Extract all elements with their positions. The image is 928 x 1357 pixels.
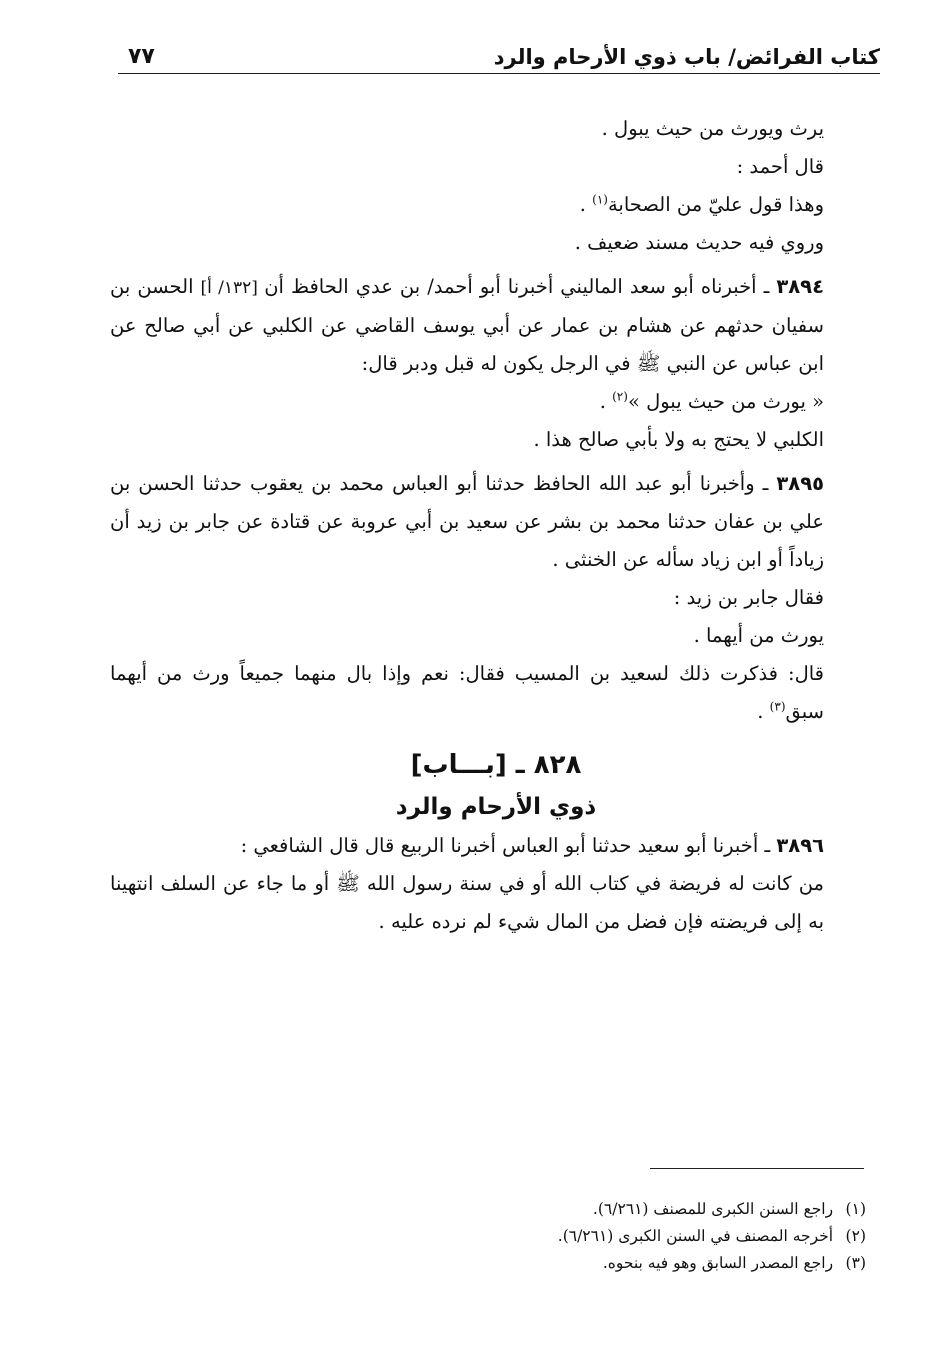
quoted-hadith: « يورث من حيث يبول »$^{(٢)}$ .: [599, 389, 824, 413]
footnote-divider: [650, 1168, 864, 1169]
footnote-text: أخرجه المصنف في السنن الكبرى (٦/٢٦١).: [557, 1227, 834, 1245]
footnote-text: راجع المصدر السابق وهو فيه بنحوه.: [602, 1254, 834, 1272]
running-title: كتاب الفرائض/ باب ذوي الأرحام والرد: [493, 45, 880, 69]
footnotes: [200, 1196, 866, 1277]
chapter-subtitle: ذوي الأرحام والرد: [395, 794, 597, 820]
footnote-number: (١): [845, 1200, 866, 1218]
report-3896: ٣٨٩٦ ـ أخبرنا أبو سعيد حدثنا أبو العباس أخبرنا الربيع قال قال الشافعي :: [240, 834, 824, 857]
footnote-ref: (١): [592, 192, 608, 207]
report-number: ٣٨٩٥: [776, 472, 824, 495]
report-number: ٣٨٩٦: [776, 834, 824, 857]
text-line: يورث من أيهما .: [693, 624, 824, 647]
manuscript-folio: [١٣٢/ أ]: [200, 278, 265, 298]
footnote: [200, 1223, 866, 1250]
footnote: [200, 1196, 866, 1223]
footnote: [200, 1250, 866, 1277]
report-3894: ٣٨٩٤ ـ أخبرناه أبو سعد الماليني أخبرنا أبو أحمد/ بن عدي الحافظ أن [١٣٢/ أ] الحسن بن سفيان حدثهم عن هشام بن عمار عن أبي يوسف القاضي عن الكلبي عن أبي صالح عن ابن عباس عن النبي ﷺ في الرجل يكون له قبل ودبر قال:: [110, 275, 824, 375]
text-line: وروي فيه حديث مسند ضعيف .: [574, 231, 824, 254]
page-header: [118, 30, 880, 74]
text-line: وهذا قول عليّ من الصحابة$^{(١)}$ .: [579, 192, 824, 216]
chapter-title: ٨٢٨ ـ [بـــاب]: [410, 750, 582, 780]
footnote-ref: (٣): [769, 699, 786, 714]
footnote-text: راجع السنن الكبرى للمصنف (٦/٢٦١).: [592, 1200, 834, 1218]
text-line: فقال جابر بن زيد :: [673, 586, 824, 609]
text-line: قال أحمد :: [736, 155, 824, 178]
report-number: ٣٨٩٤: [776, 275, 824, 298]
text-line: الكلبي لا يحتج به ولا بأبي صالح هذا .: [533, 428, 824, 451]
footnote-number: (٣): [845, 1254, 866, 1272]
footnote-number: (٢): [845, 1227, 866, 1245]
text-paragraph: من كانت له فريضة في كتاب الله أو في سنة رسول الله ﷺ أو ما جاء عن السلف انتهينا به إلى فريضته فإن فضل من المال شيء لم نرده عليه .: [110, 872, 824, 933]
report-3895: ٣٨٩٥ ـ وأخبرنا أبو عبد الله الحافظ حدثنا أبو العباس محمد بن يعقوب حدثنا الحسن بن علي بن عفان حدثنا محمد بن بشر عن سعيد بن أبي عروبة عن قتادة عن جابر بن زيد أن زياداً أو ابن زياد سأله عن الخنثى .: [110, 472, 824, 571]
main-text: [110, 110, 882, 941]
page-number: ٧٧: [128, 44, 155, 69]
text-paragraph: قال: فذكرت ذلك لسعيد بن المسيب فقال: نعم وإذا بال منهما جميعاً ورث من أيهما سبق$^{(٣)}$ .: [110, 662, 824, 723]
footnote-ref: (٢): [612, 389, 628, 404]
text-line: يرث ويورث من حيث يبول .: [601, 117, 824, 140]
